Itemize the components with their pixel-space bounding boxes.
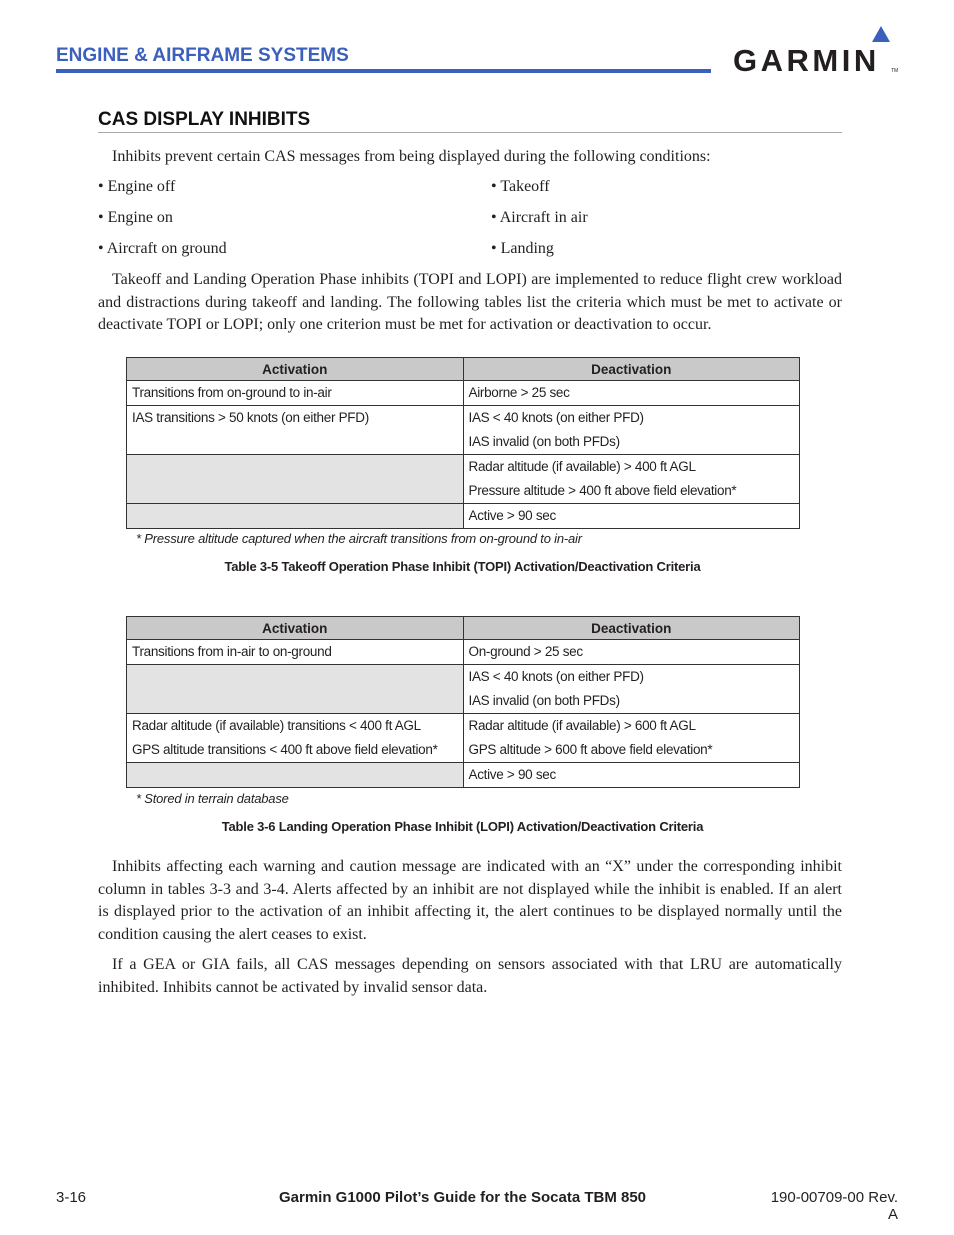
column-header: Deactivation: [463, 358, 800, 381]
activation-cell: [127, 640, 464, 665]
deactivation-criterion: IAS < 40 knots (on either PFD): [468, 410, 644, 425]
deactivation-cell: [463, 406, 800, 455]
table-row: [127, 406, 800, 455]
activation-criterion: GPS altitude transitions < 400 ft above field elevation*: [132, 742, 438, 757]
deactivation-criterion: Airborne > 25 sec: [468, 385, 570, 400]
deactivation-criterion: IAS invalid (on both PFDs): [468, 693, 620, 708]
column-header: Activation: [127, 358, 464, 381]
intro-paragraph: Inhibits prevent certain CAS messages from being displayed during the following conditions:: [112, 148, 711, 165]
deactivation-cell: [463, 504, 800, 529]
column-header: Deactivation: [463, 617, 800, 640]
book-title: Garmin G1000 Pilot’s Guide for the Socata TBM 850: [278, 1189, 647, 1206]
condition-item: • Aircraft in air: [491, 209, 588, 226]
condition-item: • Takeoff: [491, 178, 550, 195]
table-row: [127, 640, 800, 665]
activation-cell: [127, 455, 464, 504]
condition-item: • Engine off: [98, 178, 176, 195]
deactivation-criterion: Radar altitude (if available) > 400 ft AGL: [468, 459, 696, 474]
gea-gia-paragraph: If a GEA or GIA fails, all CAS messages depending on sensors associated with that LRU are automatically inhibited. Inhibits cannot be activated by invalid sensor data.: [98, 956, 842, 996]
deactivation-cell: [463, 665, 800, 714]
document-number: 190-00709-00 Rev. A: [770, 1189, 898, 1223]
deactivation-criterion: IAS invalid (on both PFDs): [468, 434, 620, 449]
page-number: 3-16: [56, 1189, 87, 1206]
activation-cell: [127, 665, 464, 714]
activation-cell: [127, 714, 464, 763]
activation-cell: [127, 763, 464, 788]
table-row: [127, 504, 800, 529]
deactivation-criterion: GPS altitude > 600 ft above field elevation*: [468, 742, 713, 757]
topi-criteria-table: [126, 357, 800, 529]
deactivation-cell: [463, 714, 800, 763]
deactivation-cell: [463, 381, 800, 406]
garmin-triangle-icon: [872, 26, 890, 42]
section-header: ENGINE & AIRFRAME SYSTEMS: [56, 45, 349, 66]
activation-criterion: Transitions from in-air to on-ground: [132, 644, 332, 659]
deactivation-cell: [463, 455, 800, 504]
lopi-criteria-table: [126, 616, 800, 788]
deactivation-criterion: IAS < 40 knots (on either PFD): [468, 669, 644, 684]
table-row: [127, 714, 800, 763]
table-footnote: * Pressure altitude captured when the aircraft transitions from on-ground to in-air: [136, 531, 582, 546]
table-footnote: * Stored in terrain database: [136, 791, 289, 806]
activation-criterion: Transitions from on-ground to in-air: [132, 385, 332, 400]
activation-cell: [127, 406, 464, 455]
table-row: [127, 665, 800, 714]
table-header-row: [127, 358, 800, 381]
deactivation-cell: [463, 763, 800, 788]
activation-criterion: IAS transitions > 50 knots (on either PFD): [132, 410, 369, 425]
table-row: [127, 455, 800, 504]
header-rule: [56, 69, 711, 73]
table-header-row: [127, 617, 800, 640]
deactivation-criterion: Active > 90 sec: [468, 767, 556, 782]
deactivation-criterion: Radar altitude (if available) > 600 ft AGL: [468, 718, 696, 733]
condition-item: • Landing: [491, 240, 554, 257]
deactivation-criterion: Active > 90 sec: [468, 508, 556, 523]
activation-cell: [127, 504, 464, 529]
deactivation-cell: [463, 640, 800, 665]
condition-item: • Aircraft on ground: [98, 240, 227, 257]
topi-lopi-paragraph: Takeoff and Landing Operation Phase inhibits (TOPI and LOPI) are implemented to reduce flight crew workload and distractions during takeoff and landing. The following tables list the criteria which must be met to activate or deactivate TOPI or LOPI; only one criterion must be met for activation or deactivation to occur.: [98, 271, 842, 333]
table-row: [127, 381, 800, 406]
garmin-logo: [733, 26, 898, 76]
inhibit-paragraph: Inhibits affecting each warning and caution message are indicated with an “X” under the corresponding inhibit column in tables 3-3 and 3-4. Alerts affected by an inhibit are not displayed while the inhibit is enabled. If an alert is displayed prior to the activation of an inhibit affecting it, the alert continues to be displayed normally until the condition causing the alert ceases to exist.: [98, 858, 842, 943]
table-row: [127, 763, 800, 788]
table-caption: Table 3-6 Landing Operation Phase Inhibit (LOPI) Activation/Deactivation Criteria: [221, 819, 704, 834]
deactivation-criterion: On-ground > 25 sec: [468, 644, 583, 659]
column-header: Activation: [127, 617, 464, 640]
deactivation-criterion: Pressure altitude > 400 ft above field elevation*: [468, 483, 737, 498]
brand-wordmark: GARMIN: [733, 43, 880, 76]
table-caption: Table 3-5 Takeoff Operation Phase Inhibit (TOPI) Activation/Deactivation Criteria: [224, 559, 701, 574]
brand-trademark: TM: [891, 68, 898, 74]
activation-cell: [127, 381, 464, 406]
condition-item: • Engine on: [98, 209, 173, 226]
page-title: CAS DISPLAY INHIBITS: [98, 109, 311, 130]
activation-criterion: Radar altitude (if available) transitions < 400 ft AGL: [132, 718, 421, 733]
title-rule: [98, 132, 842, 133]
